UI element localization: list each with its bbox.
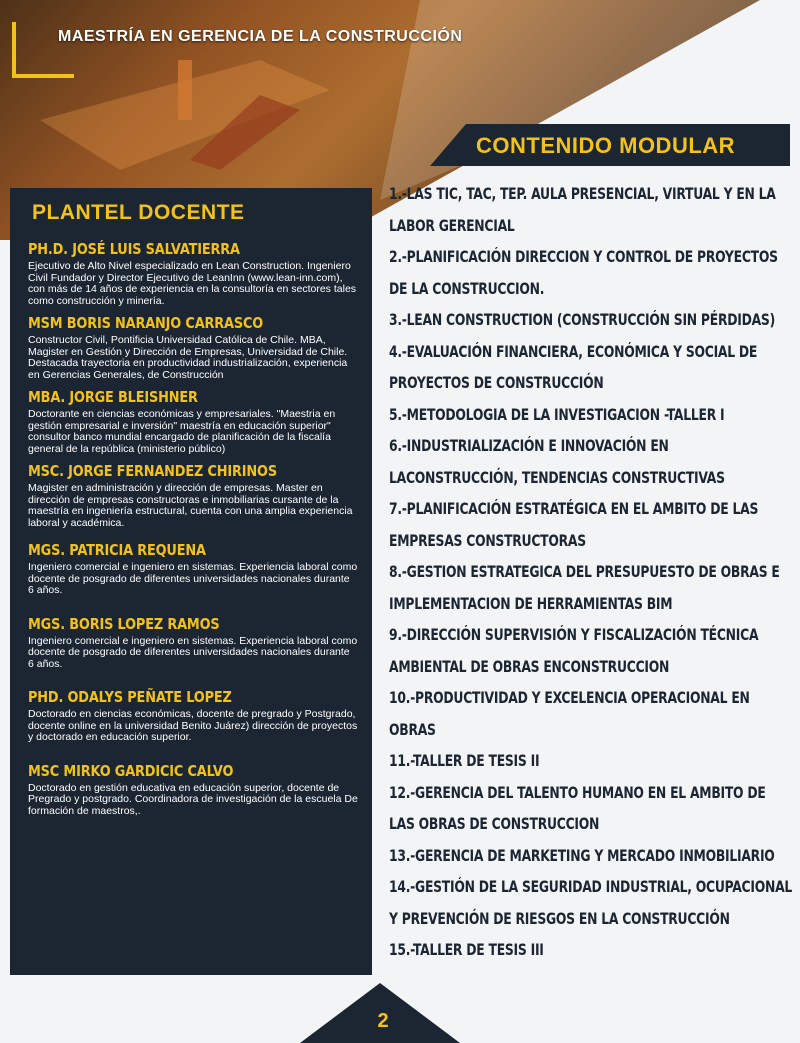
person-desc: Ingeniero comercial e ingeniero en sistemas. Experiencia laboral como docente de posgrado de diferentes universidades nacionales durante 6 años. <box>28 561 358 596</box>
module-item: 2.-PLANIFICACIÓN DIRECCION Y CONTROL DE PROYECTOS DE LA CONSTRUCCION. <box>389 247 778 298</box>
person-entry <box>28 314 358 381</box>
module-item: 6.-INDUSTRIALIZACIÓN E INNOVACIÓN EN LACONSTRUCCIÓN, TENDENCIAS CONSTRUCTIVAS <box>389 436 725 487</box>
page-title: MAESTRÍA EN GERENCIA DE LA CONSTRUCCIÓN <box>58 28 463 45</box>
person-entry <box>28 688 358 744</box>
module-item: 10.-PRODUCTIVIDAD Y EXCELENCIA OPERACIONAL EN OBRAS <box>389 688 750 739</box>
module-item: 12.-GERENCIA DEL TALENTO HUMANO EN EL AMBITO DE LAS OBRAS DE CONSTRUCCION <box>389 782 766 833</box>
contenido-title: CONTENIDO MODULAR <box>476 133 736 158</box>
person-name: MSM BORIS NARANJO CARRASCO <box>28 314 264 332</box>
person-entry <box>28 462 358 529</box>
person-entry <box>28 240 358 307</box>
module-item: 15.-TALLER DE TESIS III <box>389 940 544 959</box>
person-desc: Doctorado en gestión educativa en educación superior, docente de Pregrado y postgrado. Coordinadora de investigación de la escuela De formación de maestros,. <box>28 781 358 817</box>
person-entry <box>28 615 358 671</box>
person-desc: Ejecutivo de Alto Nivel especializado en Lean Construction. Ingeniero Civil Fundador y Director Ejecutivo de LeanInn (www.lean-inn.com), con más de 14 años de experiencia en la consultoría en sectores tales como construcción y minería. <box>28 260 357 307</box>
person-name: PHD. ODALYS PEÑATE LOPEZ <box>28 688 232 706</box>
module-item: 11.-TALLER DE TESIS II <box>389 751 540 770</box>
person-name: MSC MIRKO GARDICIC CALVO <box>28 761 234 780</box>
page-number: 2 <box>377 1010 389 1032</box>
person-desc: Doctorante en ciencias económicas y empresariales. "Maestria en gestión empresarial e inversión" maestría en educación superior" consultor banco mundial encargado de planificación de la fiscalía general de la república (ministerio público) <box>28 408 336 455</box>
plantel-list <box>28 240 358 824</box>
person-entry <box>28 762 358 818</box>
person-desc: Ingeniero comercial e ingeniero en sistemas. Experiencia laboral como docente de posgrado de diferentes universidades nacionales durante 6 años. <box>28 634 358 670</box>
person-desc: Doctorado en ciencias económicas, docente de pregrado y Postgrado, docente online en la universidad Benito Juárez) dirección de proyectos y doctorado en educación superior. <box>28 708 358 743</box>
person-desc: Constructor Civil, Pontificia Universidad Católica de Chile. MBA, Magister en Gestión y Dirección de Empresas, Universidad de Chile. Destacada trayectoria en productividad industrialización, experiencia en Gerencias Generales, de Construcción <box>28 334 348 381</box>
module-item: 3.-LEAN CONSTRUCTION (CONSTRUCCIÓN SIN PÉRDIDAS) <box>389 310 775 329</box>
module-item: 9.-DIRECCIÓN SUPERVISIÓN Y FISCALIZACIÓN TÉCNICA AMBIENTAL DE OBRAS ENCONSTRUCCION <box>389 625 759 676</box>
module-list <box>389 178 794 966</box>
plantel-title: PLANTEL DOCENTE <box>32 201 245 224</box>
person-name: MSC. JORGE FERNANDEZ CHIRINOS <box>28 462 277 480</box>
module-item: 8.-GESTION ESTRATEGICA DEL PRESUPUESTO DE OBRAS E IMPLEMENTACION DE HERRAMIENTAS BIM <box>389 562 780 613</box>
module-item: 4.-EVALUACIÓN FINANCIERA, ECONÓMICA Y SOCIAL DE PROYECTOS DE CONSTRUCCIÓN <box>389 341 758 392</box>
module-item: 14.-GESTIÓN DE LA SEGURIDAD INDUSTRIAL, OCUPACIONAL Y PREVENCIÓN DE RIESGOS EN LA CONSTRUCCIÓN <box>389 877 793 928</box>
person-entry <box>28 541 358 597</box>
person-desc: Magister en administración y dirección de empresas. Master en dirección de empresas constructoras e inmobiliarias cursante de la maestría en ingeniería estructural, cuenta con una amplia experiencia laboral y académica. <box>28 482 353 529</box>
module-item: 7.-PLANIFICACIÓN ESTRATÉGICA EN EL AMBITO DE LAS EMPRESAS CONSTRUCTORAS <box>389 499 759 550</box>
person-name: MBA. JORGE BLEISHNER <box>28 388 198 406</box>
module-item: 1.-LAS TIC, TAC, TEP. AULA PRESENCIAL, VIRTUAL Y EN LA LABOR GERENCIAL <box>389 184 776 235</box>
person-entry <box>28 388 358 455</box>
person-name: PH.D. JOSÉ LUIS SALVATIERRA <box>28 240 240 258</box>
person-name: MGS. BORIS LOPEZ RAMOS <box>28 614 220 633</box>
module-item: 13.-GERENCIA DE MARKETING Y MERCADO INMOBILIARIO <box>389 845 775 865</box>
person-name: MGS. PATRICIA REQUENA <box>28 541 206 559</box>
module-item: 5.-METODOLOGIA DE LA INVESTIGACION -TALLER I <box>389 404 725 424</box>
